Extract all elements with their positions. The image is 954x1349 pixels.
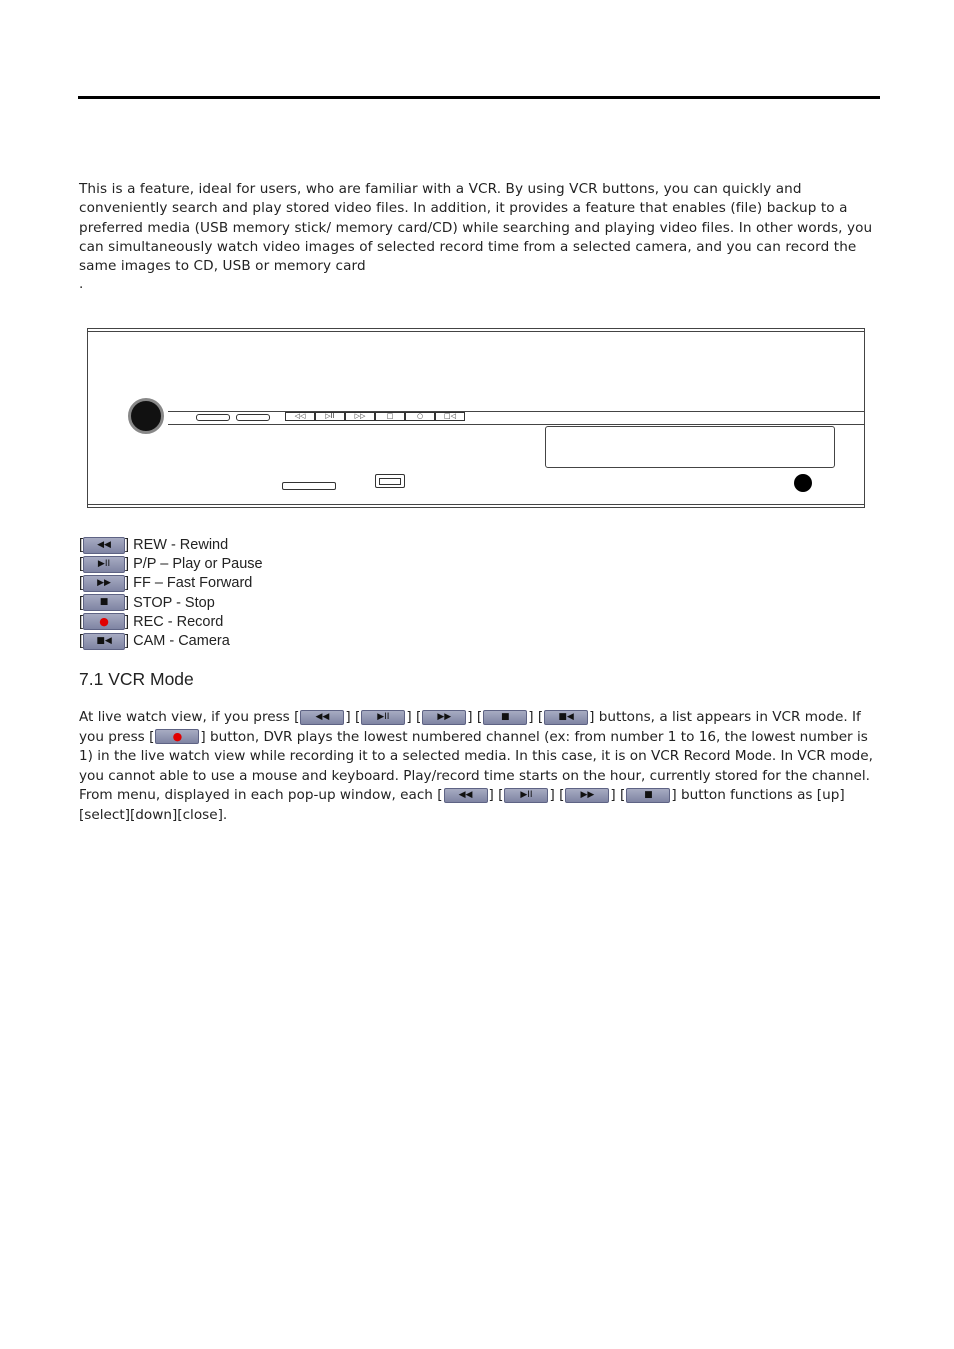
legend-item: [ ▶II ] P/P – Play or Pause — [79, 556, 263, 573]
power-button-icon — [128, 398, 164, 434]
legend-item: [ ◀◀ ] REW - Rewind — [79, 537, 229, 553]
panel-stop-button: □ — [375, 412, 405, 421]
fast-forward-icon: ▶▶ — [565, 788, 609, 803]
rewind-icon: ◀◀ — [83, 537, 125, 554]
intro-paragraph: This is a feature, ideal for users, who are familiar with a VCR. By using VCR buttons, you can quickly and conveniently search and play stored video files. In addition, it provides a feature that enables (file) backup to a preferred media (USB memory stick/ memory card/CD) while searching and playing video files. In other words, you can simultaneously watch video images of selected record time from a selected camera, and you can record the same images to CD, USB or memory card — [79, 181, 873, 275]
legend-text: STOP - Stop — [133, 594, 215, 611]
vcr-text-a: At live watch view, if you press — [79, 709, 290, 725]
legend-text: FF – Fast Forward — [133, 575, 253, 592]
record-icon: ● — [155, 729, 199, 744]
legend-text: REW - Rewind — [133, 537, 229, 553]
vcr-mode-paragraph: At live watch view, if you press [ ◀◀ ] [ ▶II ] [ ▶▶ ] [ ■ ] [ ■◀ ] buttons, a list appears in VCR mode. If you press [ ● ] button, DVR plays the lowest numbered channel (ex: from number 1 to 16, the lowest number is 1) in the live watch view while recording it to a selected media. In this case, it is on VCR Record Mode. In VCR mode, you cannot able to use a mouse and keyboard. Play/record time starts on the hour, currently stored for the channel. From menu, displayed in each pop-up window, each [ ◀◀ ] [ ▶II ] [ ▶▶ ] [ ■ ] button functions as [up][select][down][close]. — [79, 709, 873, 823]
usb-port-icon — [375, 474, 405, 488]
fast-forward-icon: ▶▶ — [422, 710, 466, 725]
panel-rew-button: ◁◁ — [285, 412, 315, 421]
play-pause-icon: ▶II — [83, 556, 125, 573]
panel-play-pause-button: ▷II — [315, 412, 345, 421]
legend-item: [ ■◀ ] CAM - Camera — [79, 632, 230, 649]
play-pause-icon: ▶II — [361, 710, 405, 725]
vcr-text-b: buttons, a list appears in VCR mode. If you press — [79, 709, 861, 745]
panel-top-line — [88, 331, 864, 332]
legend-text: CAM - Camera — [133, 632, 230, 649]
play-pause-icon: ▶II — [504, 788, 548, 803]
record-icon: ● — [83, 613, 125, 630]
legend-item: [ ▶▶ ] FF – Fast Forward — [79, 575, 253, 592]
rewind-icon: ◀◀ — [444, 788, 488, 803]
stop-icon: ■ — [483, 710, 527, 725]
intro-trailing-dot: . — [79, 276, 84, 292]
vcr-button-legend — [79, 536, 263, 651]
legend-item: [ ● ] REC - Record — [79, 613, 224, 630]
panel-rec-button: ○ — [405, 412, 435, 421]
stop-icon: ■ — [626, 788, 670, 803]
header-rule — [78, 96, 880, 99]
panel-indicator-1 — [196, 414, 230, 421]
section-title: 7.1 VCR Mode — [79, 669, 194, 689]
vcr-text-c: button, DVR plays the lowest numbered channel (ex: from number 1 to 16, the lowest number is 1) in the live watch view while recording it to a selected media. In this case, it is on VCR Record Mode. In VCR mode, you cannot able to use a mouse and keyboard. Play/record time starts on the hour, currently stored for the channel. From menu, displayed in each pop-up window, each — [79, 728, 873, 803]
memory-card-slot-icon — [282, 482, 336, 490]
vcr-text-d: button functions as [up][select][down][close]. — [79, 787, 845, 823]
camera-icon: ■◀ — [544, 710, 588, 725]
panel-cam-button: □◁ — [435, 412, 465, 421]
fast-forward-icon: ▶▶ — [83, 575, 125, 592]
panel-bottom-line — [88, 504, 864, 505]
dvr-front-panel-diagram — [87, 328, 865, 508]
panel-display-window — [545, 426, 835, 468]
camera-icon: ■◀ — [83, 633, 125, 650]
panel-ff-button: ▷▷ — [345, 412, 375, 421]
legend-text: REC - Record — [133, 613, 224, 630]
rewind-icon: ◀◀ — [300, 710, 344, 725]
panel-button-strip — [168, 411, 865, 425]
ir-receiver-icon — [794, 474, 812, 492]
stop-icon: ■ — [83, 594, 125, 611]
legend-item: [ ■ ] STOP - Stop — [79, 594, 215, 611]
panel-indicator-2 — [236, 414, 270, 421]
legend-text: P/P – Play or Pause — [133, 556, 263, 573]
